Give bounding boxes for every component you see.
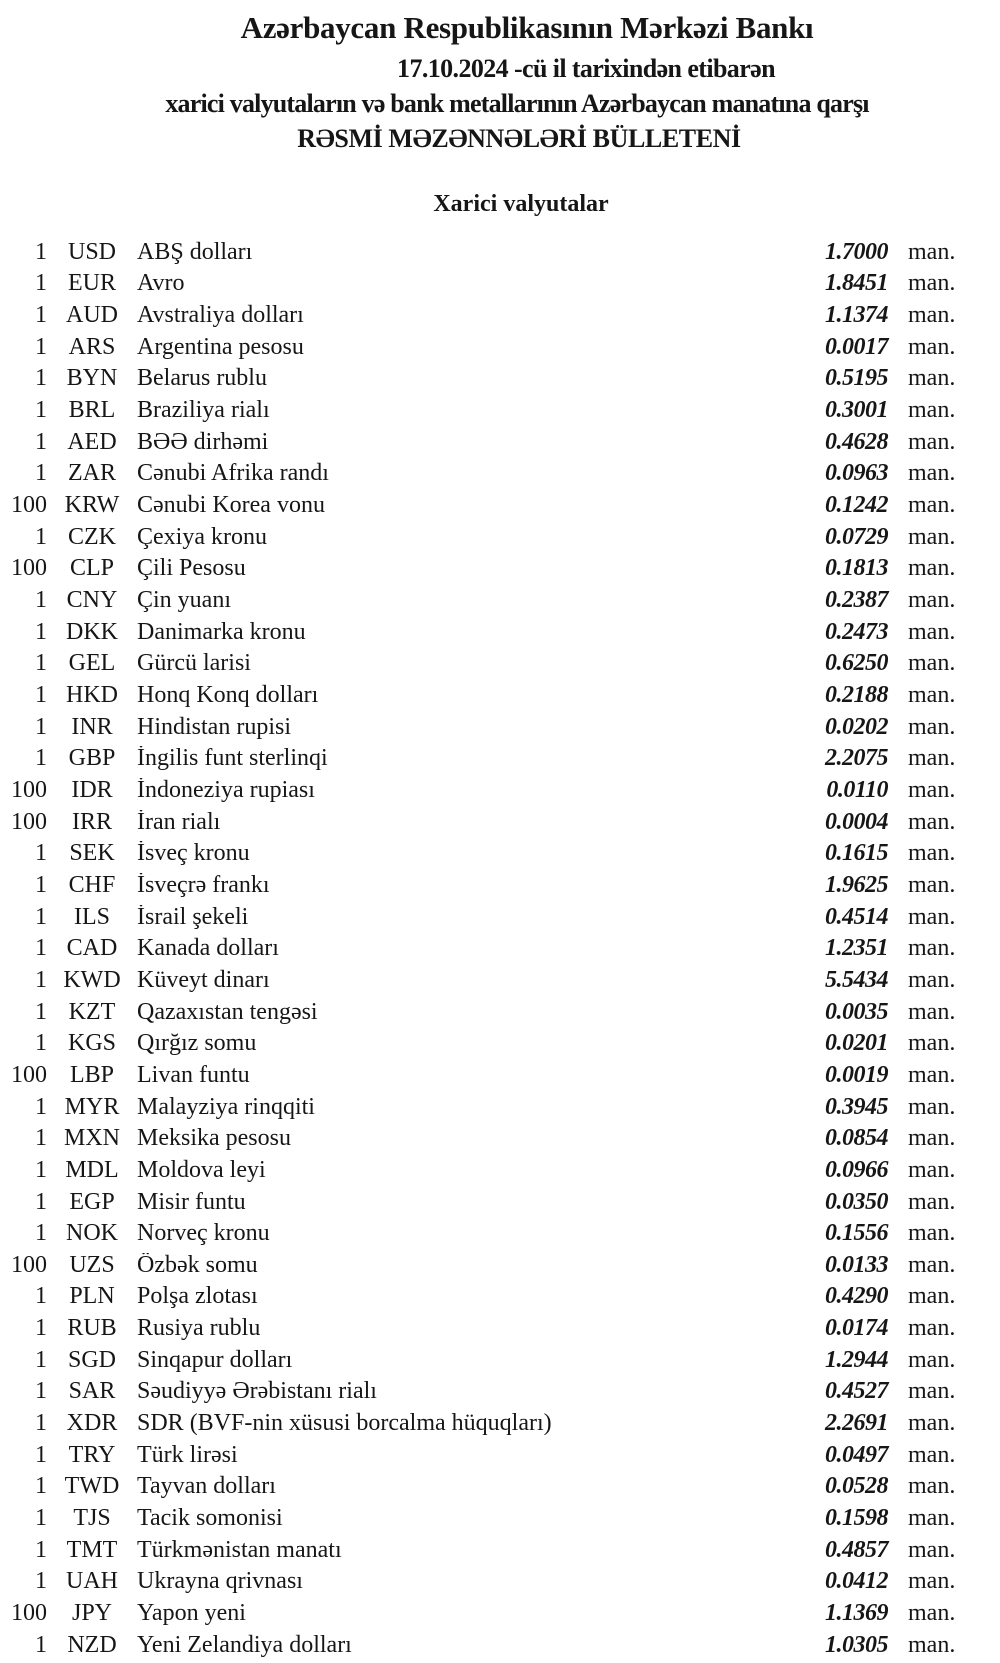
rate-value-cell: 0.3001	[825, 397, 888, 424]
unit-label-cell: man.	[908, 1188, 956, 1215]
quantity-cell: 1	[35, 365, 47, 392]
currency-name-cell: Meksika pesosu	[137, 1126, 291, 1151]
currency-code-cell: MXN	[63, 1125, 120, 1152]
rate-value-cell: 0.4857	[825, 1536, 888, 1563]
unit-label-cell: man.	[908, 1220, 956, 1247]
currency-row	[0, 1122, 1000, 1154]
unit-label-cell: man.	[908, 1536, 956, 1563]
currency-code-cell: ILS	[74, 903, 110, 930]
rate-value-cell: 0.0412	[825, 1568, 888, 1595]
currency-row	[0, 1281, 1000, 1313]
currency-name-cell: Türkmənistan manatı	[137, 1537, 342, 1562]
currency-row	[0, 1186, 1000, 1218]
rate-value-cell: 0.4527	[825, 1378, 888, 1405]
currency-row	[0, 1534, 1000, 1566]
currency-code-cell: IRR	[71, 808, 112, 835]
quantity-cell: 1	[35, 523, 47, 550]
currency-row	[0, 394, 1000, 426]
currency-row	[0, 489, 1000, 521]
rate-value-cell: 0.0854	[825, 1125, 888, 1152]
currency-code-cell: GBP	[68, 745, 116, 772]
quantity-cell: 100	[11, 1600, 47, 1627]
currency-name-cell: Ukrayna qrivnası	[137, 1569, 303, 1594]
rate-value-cell: 0.4514	[825, 903, 888, 930]
quantity-cell: 1	[35, 270, 47, 297]
currency-code-cell: INR	[71, 713, 113, 740]
currency-name-cell: Yapon yeni	[137, 1601, 246, 1626]
quantity-cell: 1	[35, 1346, 47, 1373]
unit-label-cell: man.	[908, 1378, 956, 1405]
currency-name-cell: Qırğız somu	[137, 1031, 257, 1056]
currency-code-cell: GEL	[68, 650, 116, 677]
unit-label-cell: man.	[908, 650, 956, 677]
currency-name-cell: Küveyt dinarı	[137, 967, 270, 992]
currency-code-cell: UAH	[66, 1568, 118, 1595]
rate-value-cell: 0.1556	[825, 1220, 888, 1247]
currency-code-cell: NZD	[67, 1631, 117, 1658]
currency-row	[0, 299, 1000, 331]
currency-name-cell: Türk lirəsi	[137, 1442, 238, 1467]
currency-code-cell: KGS	[67, 1030, 116, 1057]
currency-row	[0, 806, 1000, 838]
rate-value-cell: 0.0201	[825, 1030, 888, 1057]
quantity-cell: 1	[35, 871, 47, 898]
bank-name-title: Azərbaycan Respublikasının Mərkəzi Bankı	[240, 10, 814, 45]
currency-name-cell: İsveçrə frankı	[137, 872, 270, 897]
bulletin-title: RƏSMİ MƏZƏNNƏLƏRİ BÜLLETENİ	[297, 124, 741, 153]
unit-label-cell: man.	[908, 1030, 956, 1057]
currency-code-cell: EGP	[69, 1188, 115, 1215]
quantity-cell: 100	[11, 555, 47, 582]
currency-name-cell: Sinqapur dolları	[137, 1347, 293, 1372]
rate-value-cell: 0.1598	[825, 1505, 888, 1532]
rate-value-cell: 0.0202	[825, 713, 888, 740]
currency-row	[0, 711, 1000, 743]
unit-label-cell: man.	[908, 745, 956, 772]
currency-row	[0, 1091, 1000, 1123]
currency-row	[0, 869, 1000, 901]
currency-name-cell: Belarus rublu	[137, 366, 267, 391]
rate-value-cell: 0.0017	[825, 333, 888, 360]
unit-label-cell: man.	[908, 460, 956, 487]
unit-label-cell: man.	[908, 333, 956, 360]
unit-label-cell: man.	[908, 935, 956, 962]
currency-name-cell: Avstraliya dolları	[137, 303, 304, 328]
rate-value-cell: 0.0035	[825, 998, 888, 1025]
currency-code-cell: XDR	[66, 1410, 118, 1437]
quantity-cell: 1	[35, 1536, 47, 1563]
currency-row	[0, 458, 1000, 490]
currency-row	[0, 1629, 1000, 1661]
currency-row	[0, 1027, 1000, 1059]
currency-row	[0, 584, 1000, 616]
currency-row	[0, 1502, 1000, 1534]
currency-row	[0, 1312, 1000, 1344]
quantity-cell: 1	[35, 1125, 47, 1152]
quantity-cell: 100	[11, 808, 47, 835]
currency-name-cell: Misir funtu	[137, 1189, 246, 1214]
quantity-cell: 1	[35, 460, 47, 487]
quantity-cell: 100	[11, 1251, 47, 1278]
quantity-cell: 100	[11, 776, 47, 803]
unit-label-cell: man.	[908, 903, 956, 930]
rate-value-cell: 0.1615	[825, 840, 888, 867]
quantity-cell: 1	[35, 1030, 47, 1057]
currency-code-cell: SGD	[67, 1346, 116, 1373]
currency-code-cell: AED	[67, 428, 117, 455]
currency-name-cell: Tacik somonisi	[137, 1506, 283, 1531]
currency-row	[0, 774, 1000, 806]
currency-name-cell: İsrail şekeli	[137, 904, 249, 929]
currency-code-cell: NOK	[66, 1220, 118, 1247]
rate-value-cell: 0.2387	[825, 587, 888, 614]
unit-label-cell: man.	[908, 966, 956, 993]
rate-value-cell: 0.5195	[825, 365, 888, 392]
currency-code-cell: KWD	[63, 966, 121, 993]
currency-row	[0, 268, 1000, 300]
currency-name-cell: Tayvan dolları	[137, 1474, 276, 1499]
quantity-cell: 1	[35, 428, 47, 455]
unit-label-cell: man.	[908, 492, 956, 519]
currency-row	[0, 1566, 1000, 1598]
currency-code-cell: CZK	[68, 523, 116, 550]
currency-code-cell: UZS	[69, 1251, 115, 1278]
quantity-cell: 1	[35, 966, 47, 993]
unit-label-cell: man.	[908, 587, 956, 614]
currency-code-cell: ARS	[68, 333, 116, 360]
unit-label-cell: man.	[908, 1093, 956, 1120]
currency-name-cell: Gürcü larisi	[137, 651, 251, 676]
currency-name-cell: Cənubi Korea vonu	[137, 493, 325, 518]
currency-name-cell: Çili Pesosu	[137, 556, 246, 581]
unit-label-cell: man.	[908, 238, 956, 265]
currency-row	[0, 426, 1000, 458]
rates-table	[0, 236, 1000, 1661]
currency-code-cell: HKD	[66, 682, 118, 709]
currency-code-cell: TRY	[68, 1441, 116, 1468]
currency-row	[0, 1154, 1000, 1186]
unit-label-cell: man.	[908, 1600, 956, 1627]
rate-value-cell: 0.0004	[825, 808, 888, 835]
quantity-cell: 1	[35, 1156, 47, 1183]
unit-label-cell: man.	[908, 682, 956, 709]
currency-code-cell: TJS	[73, 1505, 111, 1532]
rate-value-cell: 0.0729	[825, 523, 888, 550]
unit-label-cell: man.	[908, 1505, 956, 1532]
quantity-cell: 1	[35, 1188, 47, 1215]
currency-row	[0, 1471, 1000, 1503]
currency-code-cell: SEK	[69, 840, 115, 867]
rate-value-cell: 0.2188	[825, 682, 888, 709]
currency-name-cell: Rusiya rublu	[137, 1316, 261, 1341]
currency-row	[0, 363, 1000, 395]
currency-name-cell: Avro	[137, 271, 185, 296]
currency-code-cell: MYR	[64, 1093, 120, 1120]
unit-label-cell: man.	[908, 428, 956, 455]
currency-row	[0, 1217, 1000, 1249]
quantity-cell: 1	[35, 745, 47, 772]
currency-name-cell: İran rialı	[137, 809, 221, 834]
currency-name-cell: İndoneziya rupiası	[137, 777, 315, 802]
currency-name-cell: Çin yuanı	[137, 588, 231, 613]
currency-code-cell: MDL	[65, 1156, 119, 1183]
quantity-cell: 1	[35, 1378, 47, 1405]
currency-row	[0, 553, 1000, 585]
rate-value-cell: 0.0966	[825, 1156, 888, 1183]
unit-label-cell: man.	[908, 1410, 956, 1437]
quantity-cell: 1	[35, 1093, 47, 1120]
currency-code-cell: TMT	[66, 1536, 118, 1563]
rate-value-cell: 0.1242	[825, 492, 888, 519]
currency-name-cell: İsveç kronu	[137, 841, 250, 866]
unit-label-cell: man.	[908, 555, 956, 582]
quantity-cell: 1	[35, 1473, 47, 1500]
quantity-cell: 1	[35, 1410, 47, 1437]
unit-label-cell: man.	[908, 1346, 956, 1373]
rate-value-cell: 0.4290	[825, 1283, 888, 1310]
currency-code-cell: IDR	[71, 776, 113, 803]
rate-value-cell: 1.7000	[825, 238, 888, 265]
currency-name-cell: Kanada dolları	[137, 936, 279, 961]
currency-name-cell: Yeni Zelandiya dolları	[137, 1632, 352, 1657]
rate-value-cell: 0.0528	[825, 1473, 888, 1500]
unit-label-cell: man.	[908, 1283, 956, 1310]
unit-label-cell: man.	[908, 1568, 956, 1595]
quantity-cell: 1	[35, 302, 47, 329]
currency-name-cell: ABŞ dolları	[137, 239, 253, 264]
rate-value-cell: 0.0133	[825, 1251, 888, 1278]
currency-code-cell: CAD	[66, 935, 118, 962]
currency-row	[0, 1597, 1000, 1629]
currency-row	[0, 996, 1000, 1028]
effective-date-line: 17.10.2024 -cü il tarixindən etibarən	[397, 54, 775, 83]
currency-name-cell: İngilis funt sterlinqi	[137, 746, 328, 771]
rate-value-cell: 2.2691	[825, 1410, 888, 1437]
rate-value-cell: 0.0497	[825, 1441, 888, 1468]
rate-value-cell: 1.1374	[825, 302, 888, 329]
currency-name-cell: Səudiyyə Ərəbistanı rialı	[137, 1379, 377, 1404]
rate-value-cell: 1.2351	[825, 935, 888, 962]
subtitle-line: xarici valyutaların və bank metallarının Azərbaycan manatına qarşı	[165, 89, 869, 118]
rate-value-cell: 0.0963	[825, 460, 888, 487]
currency-name-cell: Hindistan rupisi	[137, 714, 291, 739]
currency-row	[0, 1439, 1000, 1471]
unit-label-cell: man.	[908, 1441, 956, 1468]
quantity-cell: 1	[35, 587, 47, 614]
currency-code-cell: CNY	[66, 587, 118, 614]
currency-name-cell: Çexiya kronu	[137, 524, 267, 549]
quantity-cell: 100	[11, 492, 47, 519]
currency-code-cell: CLP	[69, 555, 114, 582]
quantity-cell: 1	[35, 397, 47, 424]
unit-label-cell: man.	[908, 1473, 956, 1500]
quantity-cell: 1	[35, 1315, 47, 1342]
quantity-cell: 1	[35, 1220, 47, 1247]
quantity-cell: 1	[35, 1283, 47, 1310]
unit-label-cell: man.	[908, 1315, 956, 1342]
currency-name-cell: Malayziya rinqqiti	[137, 1094, 315, 1119]
unit-label-cell: man.	[908, 1251, 956, 1278]
unit-label-cell: man.	[908, 998, 956, 1025]
quantity-cell: 1	[35, 650, 47, 677]
currency-code-cell: SAR	[68, 1378, 116, 1405]
currency-code-cell: LBP	[69, 1061, 114, 1088]
currency-name-cell: Moldova leyi	[137, 1157, 266, 1182]
currency-code-cell: BRL	[68, 397, 116, 424]
currency-name-cell: Cənubi Afrika randı	[137, 461, 329, 486]
currency-code-cell: BYN	[66, 365, 118, 392]
quantity-cell: 1	[35, 713, 47, 740]
currency-row	[0, 616, 1000, 648]
currency-row	[0, 1249, 1000, 1281]
rate-value-cell: 1.8451	[825, 270, 888, 297]
unit-label-cell: man.	[908, 1125, 956, 1152]
quantity-cell: 1	[35, 1568, 47, 1595]
currency-name-cell: Özbək somu	[137, 1252, 258, 1277]
rate-value-cell: 1.2944	[825, 1346, 888, 1373]
currency-code-cell: USD	[67, 238, 116, 265]
currency-row	[0, 964, 1000, 996]
currency-name-cell: Honq Konq dolları	[137, 683, 319, 708]
currency-code-cell: ZAR	[68, 460, 116, 487]
currency-name-cell: Norveç kronu	[137, 1221, 270, 1246]
currency-code-cell: JPY	[71, 1600, 113, 1627]
currency-row	[0, 743, 1000, 775]
unit-label-cell: man.	[908, 1156, 956, 1183]
currency-row	[0, 837, 1000, 869]
rate-value-cell: 0.6250	[825, 650, 888, 677]
quantity-cell: 1	[35, 935, 47, 962]
currency-code-cell: DKK	[66, 618, 118, 645]
currency-name-cell: BƏƏ dirhəmi	[137, 429, 269, 454]
quantity-cell: 100	[11, 1061, 47, 1088]
currency-row	[0, 331, 1000, 363]
unit-label-cell: man.	[908, 365, 956, 392]
currency-row	[0, 236, 1000, 268]
currency-name-cell: Livan funtu	[137, 1062, 250, 1087]
unit-label-cell: man.	[908, 840, 956, 867]
section-title-foreign-currencies: Xarici valyutalar	[433, 191, 609, 217]
quantity-cell: 1	[35, 840, 47, 867]
currency-row	[0, 1059, 1000, 1091]
currency-row	[0, 1376, 1000, 1408]
currency-row	[0, 648, 1000, 680]
rate-value-cell: 1.0305	[825, 1631, 888, 1658]
rate-value-cell: 0.0110	[826, 776, 888, 803]
rate-value-cell: 0.2473	[825, 618, 888, 645]
rate-value-cell: 0.0350	[825, 1188, 888, 1215]
currency-code-cell: PLN	[69, 1283, 115, 1310]
currency-name-cell: SDR (BVF-nin xüsusi borcalma hüquqları)	[137, 1411, 552, 1436]
currency-row	[0, 901, 1000, 933]
currency-code-cell: TWD	[64, 1473, 120, 1500]
currency-code-cell: EUR	[68, 270, 116, 297]
rate-value-cell: 2.2075	[825, 745, 888, 772]
currency-name-cell: Polşa zlotası	[137, 1284, 258, 1309]
rate-value-cell: 0.1813	[825, 555, 888, 582]
currency-row	[0, 1407, 1000, 1439]
currency-code-cell: AUD	[66, 302, 118, 329]
unit-label-cell: man.	[908, 618, 956, 645]
unit-label-cell: man.	[908, 871, 956, 898]
rate-value-cell: 5.5434	[825, 966, 888, 993]
rate-value-cell: 0.0174	[825, 1315, 888, 1342]
unit-label-cell: man.	[908, 397, 956, 424]
quantity-cell: 1	[35, 998, 47, 1025]
currency-name-cell: Argentina pesosu	[137, 334, 304, 359]
quantity-cell: 1	[35, 1631, 47, 1658]
currency-code-cell: RUB	[67, 1315, 117, 1342]
currency-name-cell: Qazaxıstan tengəsi	[137, 999, 318, 1024]
rate-value-cell: 0.4628	[825, 428, 888, 455]
unit-label-cell: man.	[908, 713, 956, 740]
quantity-cell: 1	[35, 903, 47, 930]
rate-value-cell: 0.0019	[825, 1061, 888, 1088]
unit-label-cell: man.	[908, 523, 956, 550]
quantity-cell: 1	[35, 238, 47, 265]
quantity-cell: 1	[35, 333, 47, 360]
currency-row	[0, 932, 1000, 964]
rate-value-cell: 0.3945	[825, 1093, 888, 1120]
quantity-cell: 1	[35, 1441, 47, 1468]
currency-code-cell: CHF	[68, 871, 116, 898]
unit-label-cell: man.	[908, 1631, 956, 1658]
unit-label-cell: man.	[908, 270, 956, 297]
unit-label-cell: man.	[908, 302, 956, 329]
currency-code-cell: KRW	[64, 492, 120, 519]
currency-row	[0, 1344, 1000, 1376]
unit-label-cell: man.	[908, 808, 956, 835]
currency-name-cell: Braziliya rialı	[137, 398, 270, 423]
currency-row	[0, 521, 1000, 553]
quantity-cell: 1	[35, 682, 47, 709]
unit-label-cell: man.	[908, 776, 956, 803]
unit-label-cell: man.	[908, 1061, 956, 1088]
currency-row	[0, 679, 1000, 711]
quantity-cell: 1	[35, 618, 47, 645]
rate-value-cell: 1.1369	[825, 1600, 888, 1627]
currency-name-cell: Danimarka kronu	[137, 619, 306, 644]
currency-code-cell: KZT	[68, 998, 116, 1025]
rate-value-cell: 1.9625	[825, 871, 888, 898]
quantity-cell: 1	[35, 1505, 47, 1532]
